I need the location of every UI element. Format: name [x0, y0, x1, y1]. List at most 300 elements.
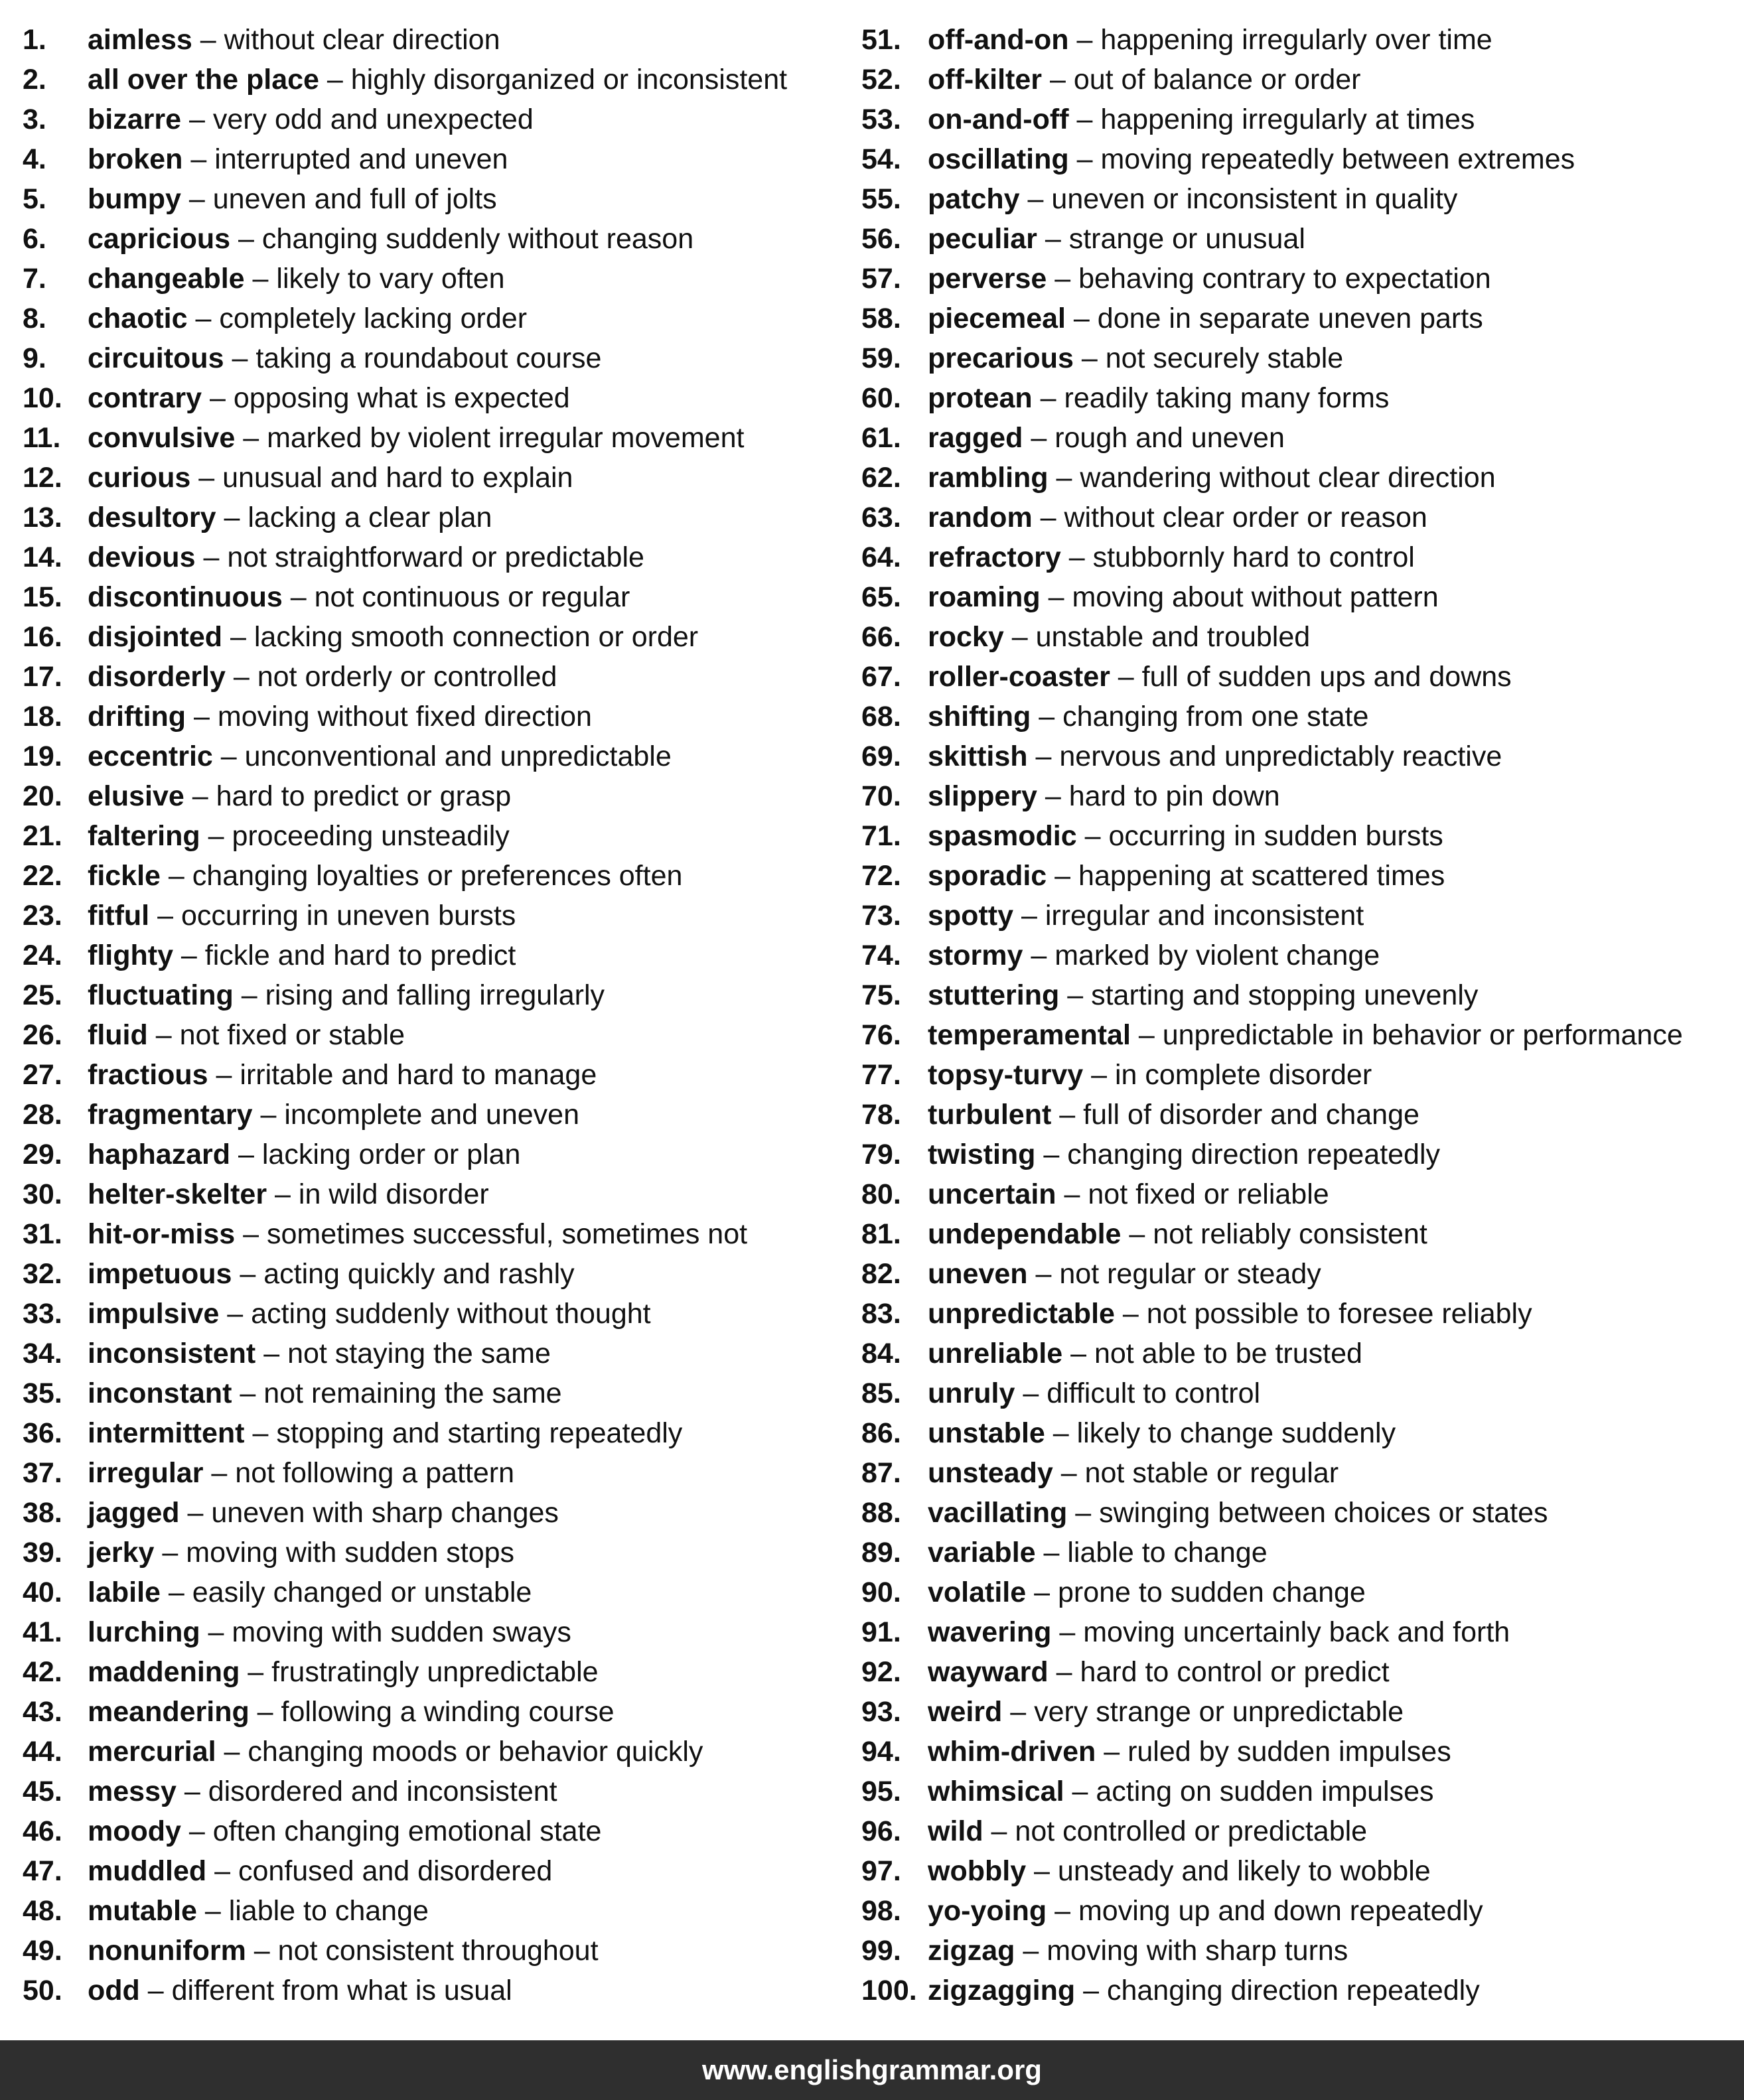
item-separator: –	[1015, 1935, 1047, 1967]
item-number: 69.	[861, 740, 901, 772]
item-separator: –	[267, 1178, 299, 1210]
item-number: 21.	[23, 820, 62, 852]
list-item	[23, 458, 839, 498]
item-word: desultory	[88, 502, 216, 533]
item-definition: very strange or unpredictable	[1034, 1696, 1404, 1728]
list-item	[861, 1254, 1737, 1294]
item-separator: –	[1068, 143, 1101, 175]
list-item	[861, 20, 1737, 60]
list-item	[23, 1573, 839, 1612]
list-item	[23, 1095, 839, 1135]
list-item	[861, 697, 1737, 736]
item-number: 94.	[861, 1736, 901, 1768]
item-word: maddening	[88, 1656, 240, 1688]
item-word: all over the place	[88, 64, 319, 96]
item-number: 11.	[23, 422, 61, 454]
list-item	[861, 1891, 1737, 1931]
list-item	[861, 219, 1737, 259]
item-word: zigzag	[928, 1935, 1015, 1967]
item-definition: moving about without pattern	[1072, 581, 1439, 613]
item-definition: nervous and unpredictably reactive	[1059, 740, 1502, 772]
item-number: 92.	[861, 1656, 901, 1688]
item-definition: hard to predict or grasp	[216, 780, 512, 812]
item-number: 57.	[861, 263, 901, 295]
item-number: 29.	[23, 1139, 62, 1170]
item-definition: moving up and down repeatedly	[1078, 1895, 1483, 1927]
item-definition: acting suddenly without thought	[251, 1298, 651, 1330]
list-item	[23, 1373, 839, 1413]
item-word: unreliable	[928, 1338, 1063, 1369]
item-separator: –	[1075, 1975, 1107, 2006]
item-word: turbulent	[928, 1099, 1052, 1131]
item-separator: –	[139, 1975, 172, 2006]
item-definition: highly disorganized or inconsistent	[350, 64, 788, 96]
item-word: disjointed	[88, 621, 223, 653]
item-word: wavering	[928, 1616, 1052, 1648]
item-word: unsteady	[928, 1457, 1053, 1489]
item-separator: –	[1003, 621, 1036, 653]
item-number: 38.	[23, 1497, 62, 1529]
item-number: 23.	[23, 900, 62, 932]
list-item	[861, 577, 1737, 617]
item-number: 28.	[23, 1099, 62, 1131]
item-number: 25.	[23, 979, 62, 1011]
list-item	[861, 1334, 1737, 1373]
item-number: 4.	[23, 143, 46, 175]
item-separator: –	[1047, 860, 1079, 892]
item-separator: –	[249, 1696, 281, 1728]
item-definition: irregular and inconsistent	[1045, 900, 1364, 932]
item-number: 80.	[861, 1178, 901, 1210]
item-definition: interrupted and uneven	[214, 143, 508, 175]
item-word: weird	[928, 1696, 1003, 1728]
item-separator: –	[219, 1298, 252, 1330]
item-number: 75.	[861, 979, 901, 1011]
item-word: zigzagging	[928, 1975, 1076, 2006]
item-number: 15.	[23, 581, 62, 613]
item-separator: –	[244, 1417, 277, 1449]
item-word: on-and-off	[928, 104, 1069, 135]
item-word: unruly	[928, 1377, 1015, 1409]
item-word: bumpy	[88, 183, 181, 215]
item-number: 100.	[861, 1975, 917, 2006]
list-item	[23, 1493, 839, 1533]
item-separator: –	[224, 342, 256, 374]
item-number: 50.	[23, 1975, 62, 2006]
item-separator: –	[1056, 1178, 1088, 1210]
list-item	[861, 975, 1737, 1015]
list-item	[861, 458, 1737, 498]
item-separator: –	[235, 422, 267, 454]
item-definition: lacking a clear plan	[248, 502, 492, 533]
item-number: 53.	[861, 104, 901, 135]
item-definition: behaving contrary to expectation	[1078, 263, 1491, 295]
item-word: meandering	[88, 1696, 250, 1728]
item-separator: –	[1076, 820, 1109, 852]
item-separator: –	[282, 581, 315, 613]
item-separator: –	[1047, 263, 1079, 295]
item-number: 17.	[23, 661, 62, 693]
item-separator: –	[246, 1935, 278, 1967]
item-word: unstable	[928, 1417, 1045, 1449]
list-item	[23, 1174, 839, 1214]
item-separator: –	[216, 502, 248, 533]
item-number: 60.	[861, 382, 901, 414]
item-number: 30.	[23, 1178, 62, 1210]
item-word: helter-skelter	[88, 1178, 267, 1210]
item-word: peculiar	[928, 223, 1037, 255]
item-separator: –	[216, 1736, 248, 1768]
item-word: fragmentary	[88, 1099, 253, 1131]
item-word: skittish	[928, 740, 1028, 772]
list-item	[861, 896, 1737, 936]
item-separator: –	[192, 24, 224, 56]
item-definition: occurring in sudden bursts	[1108, 820, 1443, 852]
item-definition: not continuous or regular	[314, 581, 630, 613]
item-definition: sometimes successful, sometimes not	[267, 1218, 748, 1250]
list-item	[23, 259, 839, 299]
item-separator: –	[1032, 502, 1064, 533]
footer-url: www.englishgrammar.org	[702, 2054, 1042, 2085]
item-separator: –	[1096, 1736, 1128, 1768]
item-definition: following a winding course	[281, 1696, 615, 1728]
list-item	[861, 1174, 1737, 1214]
item-separator: –	[1026, 1576, 1058, 1608]
item-definition: moving with sudden stops	[186, 1537, 515, 1569]
item-number: 8.	[23, 303, 46, 334]
item-definition: likely to vary often	[276, 263, 505, 295]
item-word: faltering	[88, 820, 200, 852]
item-word: unpredictable	[928, 1298, 1115, 1330]
list-item	[23, 100, 839, 139]
item-word: contrary	[88, 382, 202, 414]
item-separator: –	[202, 382, 234, 414]
item-separator: –	[319, 64, 351, 96]
item-word: hit-or-miss	[88, 1218, 236, 1250]
list-item	[23, 60, 839, 100]
item-word: convulsive	[88, 422, 236, 454]
item-definition: readily taking many forms	[1064, 382, 1390, 414]
item-definition: swinging between choices or states	[1099, 1497, 1548, 1529]
list-item	[861, 776, 1737, 816]
item-separator: –	[1045, 1417, 1077, 1449]
list-item	[861, 418, 1737, 458]
item-word: vacillating	[928, 1497, 1068, 1529]
list-item	[23, 736, 839, 776]
item-definition: liable to change	[228, 1895, 429, 1927]
item-definition: not able to be trusted	[1094, 1338, 1362, 1369]
item-word: fitful	[88, 900, 150, 932]
item-word: wobbly	[928, 1855, 1027, 1887]
item-definition: changing suddenly without reason	[261, 223, 694, 255]
list-item	[23, 1254, 839, 1294]
list-item	[23, 657, 839, 697]
item-definition: not consistent throughout	[277, 1935, 599, 1967]
item-separator: –	[240, 1656, 272, 1688]
item-number: 47.	[23, 1855, 62, 1887]
item-word: eccentric	[88, 740, 213, 772]
item-separator: –	[1037, 223, 1069, 255]
item-number: 85.	[861, 1377, 901, 1409]
list-item	[861, 1413, 1737, 1453]
item-definition: liable to change	[1067, 1537, 1268, 1569]
item-separator: –	[181, 104, 213, 135]
item-definition: in wild disorder	[298, 1178, 489, 1210]
item-number: 32.	[23, 1258, 62, 1290]
item-definition: changing moods or behavior quickly	[248, 1736, 703, 1768]
list-item	[861, 1055, 1737, 1095]
item-separator: –	[1015, 1377, 1047, 1409]
list-item	[23, 299, 839, 338]
list-item	[861, 1015, 1737, 1055]
item-separator: –	[176, 1776, 208, 1807]
item-separator: –	[1032, 382, 1064, 414]
item-number: 31.	[23, 1218, 62, 1250]
item-definition: rough and uneven	[1054, 422, 1285, 454]
item-number: 65.	[861, 581, 901, 613]
item-word: jagged	[88, 1497, 180, 1529]
item-separator: –	[1065, 303, 1098, 334]
item-number: 58.	[861, 303, 901, 334]
list-item	[861, 936, 1737, 975]
list-item	[23, 975, 839, 1015]
item-number: 84.	[861, 1338, 901, 1369]
item-number: 90.	[861, 1576, 901, 1608]
item-number: 9.	[23, 342, 46, 374]
item-separator: –	[222, 621, 254, 653]
list-item	[861, 299, 1737, 338]
item-definition: strange or unusual	[1068, 223, 1305, 255]
item-definition: changing loyalties or preferences often	[192, 860, 683, 892]
list-item	[23, 418, 839, 458]
list-item	[23, 1692, 839, 1732]
item-number: 61.	[861, 422, 901, 454]
item-number: 62.	[861, 462, 901, 494]
item-definition: uneven and full of jolts	[212, 183, 497, 215]
item-word: moody	[88, 1815, 181, 1847]
item-separator: –	[1053, 1457, 1085, 1489]
item-definition: unsteady and likely to wobble	[1057, 1855, 1431, 1887]
item-word: precarious	[928, 342, 1074, 374]
item-separator: –	[196, 1895, 229, 1927]
item-definition: not staying the same	[287, 1338, 551, 1369]
item-number: 76.	[861, 1019, 901, 1051]
item-definition: changing from one state	[1062, 701, 1369, 733]
item-separator: –	[1013, 900, 1045, 932]
item-definition: changing direction repeatedly	[1106, 1975, 1480, 2006]
item-number: 63.	[861, 502, 901, 533]
item-definition: fickle and hard to predict	[204, 940, 516, 971]
item-definition: easily changed or unstable	[192, 1576, 532, 1608]
item-separator: –	[232, 1258, 264, 1290]
item-definition: without clear order or reason	[1064, 502, 1427, 533]
list-item	[23, 338, 839, 378]
item-separator: –	[1040, 581, 1072, 613]
item-separator: –	[1023, 422, 1055, 454]
item-word: changeable	[88, 263, 245, 295]
item-number: 37.	[23, 1457, 62, 1489]
item-definition: rising and falling irregularly	[265, 979, 605, 1011]
item-definition: prone to sudden change	[1057, 1576, 1366, 1608]
item-separator: –	[1048, 462, 1080, 494]
item-separator: –	[154, 1537, 186, 1569]
item-word: off-kilter	[928, 64, 1042, 96]
list-item	[861, 1095, 1737, 1135]
item-definition: difficult to control	[1047, 1377, 1261, 1409]
item-number: 91.	[861, 1616, 901, 1648]
item-word: inconsistent	[88, 1338, 256, 1369]
item-definition: moving repeatedly between extremes	[1100, 143, 1575, 175]
item-separator: –	[1060, 541, 1093, 573]
item-definition: not straightforward or predictable	[227, 541, 644, 573]
list-item	[861, 100, 1737, 139]
item-word: refractory	[928, 541, 1061, 573]
item-word: curious	[88, 462, 191, 494]
item-word: fluctuating	[88, 979, 234, 1011]
item-definition: moving with sudden sways	[232, 1616, 571, 1648]
item-word: undependable	[928, 1218, 1122, 1250]
item-number: 20.	[23, 780, 62, 812]
item-word: nonuniform	[88, 1935, 246, 1967]
item-number: 10.	[23, 382, 62, 414]
item-number: 73.	[861, 900, 901, 932]
list-item	[23, 1015, 839, 1055]
list-item	[23, 1891, 839, 1931]
item-number: 55.	[861, 183, 901, 215]
item-word: roller-coaster	[928, 661, 1110, 693]
item-number: 27.	[23, 1059, 62, 1091]
item-separator: –	[232, 1377, 264, 1409]
item-separator: –	[184, 780, 216, 812]
item-definition: acting on sudden impulses	[1096, 1776, 1434, 1807]
item-separator: –	[235, 1218, 267, 1250]
item-number: 71.	[861, 820, 901, 852]
item-word: elusive	[88, 780, 184, 812]
item-separator: –	[1121, 1218, 1153, 1250]
item-number: 46.	[23, 1815, 62, 1847]
item-separator: –	[1059, 979, 1092, 1011]
item-definition: hard to control or predict	[1080, 1656, 1390, 1688]
item-separator: –	[1002, 1696, 1035, 1728]
item-word: temperamental	[928, 1019, 1131, 1051]
list-item	[861, 537, 1737, 577]
item-definition: lacking smooth connection or order	[254, 621, 699, 653]
list-item	[23, 378, 839, 418]
item-number: 98.	[861, 1895, 901, 1927]
list-item	[23, 577, 839, 617]
item-definition: not securely stable	[1105, 342, 1344, 374]
list-item	[861, 1135, 1737, 1174]
item-number: 72.	[861, 860, 901, 892]
item-word: fractious	[88, 1059, 208, 1091]
item-number: 6.	[23, 223, 46, 255]
word-list-left	[23, 20, 839, 2010]
item-separator: –	[1048, 1656, 1080, 1688]
item-word: volatile	[928, 1576, 1027, 1608]
item-definition: starting and stopping unevenly	[1091, 979, 1479, 1011]
list-item	[861, 1732, 1737, 1772]
item-number: 33.	[23, 1298, 62, 1330]
item-word: roaming	[928, 581, 1041, 613]
list-item	[23, 1971, 839, 2010]
item-definition: not remaining the same	[263, 1377, 562, 1409]
item-definition: irritable and hard to manage	[240, 1059, 597, 1091]
item-separator: –	[200, 1616, 232, 1648]
item-separator: –	[1068, 24, 1101, 56]
list-item	[861, 1971, 1737, 2010]
item-separator: –	[1023, 940, 1055, 971]
list-item	[861, 1692, 1737, 1732]
list-item	[23, 1652, 839, 1692]
item-number: 36.	[23, 1417, 62, 1449]
list-item	[861, 1493, 1737, 1533]
item-number: 66.	[861, 621, 901, 653]
item-number: 3.	[23, 104, 46, 135]
item-word: devious	[88, 541, 196, 573]
list-item	[861, 498, 1737, 537]
item-number: 70.	[861, 780, 901, 812]
item-number: 96.	[861, 1815, 901, 1847]
list-item	[23, 1811, 839, 1851]
list-item	[861, 1652, 1737, 1692]
item-number: 34.	[23, 1338, 62, 1369]
list-item	[861, 60, 1737, 100]
item-word: labile	[88, 1576, 161, 1608]
item-separator: –	[206, 1855, 238, 1887]
item-separator: –	[181, 183, 213, 215]
list-item	[23, 1135, 839, 1174]
item-separator: –	[1047, 1895, 1078, 1927]
item-separator: –	[1062, 1338, 1094, 1369]
list-item	[23, 1413, 839, 1453]
item-number: 81.	[861, 1218, 901, 1250]
item-word: aimless	[88, 24, 192, 56]
item-number: 49.	[23, 1935, 62, 1967]
list-item	[861, 179, 1737, 219]
item-separator: –	[230, 223, 262, 255]
item-separator: –	[1035, 1139, 1068, 1170]
list-item	[23, 816, 839, 856]
item-number: 48.	[23, 1895, 62, 1927]
item-separator: –	[1035, 1537, 1068, 1569]
item-definition: frustratingly unpredictable	[271, 1656, 599, 1688]
item-definition: incomplete and uneven	[284, 1099, 579, 1131]
item-definition: not orderly or controlled	[257, 661, 557, 693]
item-separator: –	[149, 900, 181, 932]
item-number: 87.	[861, 1457, 901, 1489]
footer-bar	[0, 2040, 1744, 2100]
item-number: 83.	[861, 1298, 901, 1330]
item-number: 41.	[23, 1616, 62, 1648]
item-word: mutable	[88, 1895, 197, 1927]
item-separator: –	[1051, 1099, 1084, 1131]
item-number: 97.	[861, 1855, 901, 1887]
item-definition: different from what is usual	[171, 1975, 512, 2006]
item-number: 1.	[23, 24, 46, 56]
item-definition: uneven with sharp changes	[211, 1497, 559, 1529]
item-word: off-and-on	[928, 24, 1069, 56]
item-definition: confused and disordered	[238, 1855, 553, 1887]
item-separator: –	[181, 1815, 213, 1847]
item-word: inconstant	[88, 1377, 232, 1409]
item-definition: done in separate uneven parts	[1097, 303, 1483, 334]
item-definition: opposing what is expected	[233, 382, 570, 414]
item-definition: proceeding unsteadily	[232, 820, 510, 852]
item-definition: in complete disorder	[1114, 1059, 1372, 1091]
list-item	[23, 1772, 839, 1811]
list-item	[23, 1055, 839, 1095]
item-definition: not following a pattern	[235, 1457, 515, 1489]
